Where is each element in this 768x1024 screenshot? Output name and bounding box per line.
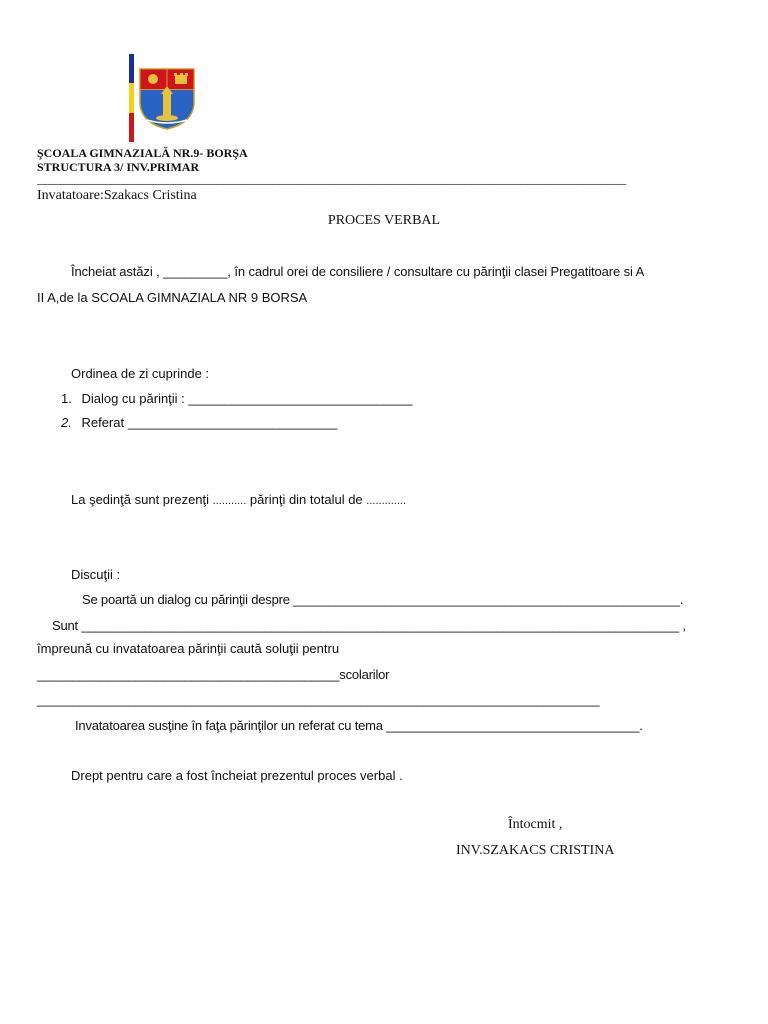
agenda-item-2 [61, 415, 337, 430]
agenda-item-1 [61, 391, 413, 406]
school-structure: STRUCTURA 3/ INV.PRIMAR [37, 160, 200, 174]
signature-name: INV.SZAKACS CRISTINA [456, 843, 615, 858]
tricolor-flag [129, 54, 134, 142]
discussion-line-4: ___________________________________________scolarilor [37, 667, 390, 682]
agenda-heading: Ordinea de zi cuprinde : [71, 366, 210, 381]
discussion-line-2: Sunt _____________________________________________________________________________________ , [52, 618, 686, 633]
intro-line-2: II A,de la SCOALA GIMNAZIALA NR 9 BORSA [37, 290, 308, 305]
header-rule: _______________________________________________________________________________________________ [37, 171, 627, 186]
coat-of-arms-icon [139, 68, 195, 130]
discussion-line-3: împreună cu invatatoarea părinţii caută soluţii pentru [37, 641, 340, 656]
signature-label: Întocmit , [508, 817, 563, 832]
school-name: ŞCOALA GIMNAZIALĂ NR.9- BORŞA [37, 146, 248, 160]
agenda-item-text: Referat _____________________________ [81, 415, 338, 430]
agenda-item-number: 2. [61, 415, 72, 430]
flag-red-stripe [129, 113, 134, 142]
agenda-item-number: 1. [61, 391, 72, 406]
flag-blue-stripe [129, 54, 134, 83]
crest-tower [163, 92, 171, 116]
intro-line-1: Încheiat astăzi , _________, în cadrul orei de consiliere / consultare cu părinţii clasei Pregatitoare si A [71, 264, 645, 279]
attendance-line [71, 492, 406, 507]
attendance-dots-present: ........... [212, 495, 247, 507]
discussion-heading: Discuţii : [71, 567, 121, 582]
attendance-dots-total: ............. [366, 495, 407, 507]
discussion-line-6: Invatatoarea susţine în faţa părinţilor un referat cu tema ____________________________________. [75, 718, 643, 733]
attendance-prefix: La şedinţă sunt prezenţi [71, 492, 210, 507]
flag-yellow-stripe [129, 83, 134, 112]
attendance-middle: părinţi din totalul de [249, 492, 363, 507]
discussion-line-5: ________________________________________________________________________________ [37, 692, 600, 707]
agenda-item-text: Dialog cu părinţii : _______________________________ [81, 391, 413, 406]
teacher-name: Invatatoare:Szakacs Cristina [37, 188, 197, 203]
page-title: PROCES VERBAL [327, 213, 441, 228]
discussion-line-1: Se poartă un dialog cu părinţii despre _______________________________________________________. [82, 592, 684, 607]
closing-statement: Drept pentru care a fost încheiat prezentul proces verbal . [71, 768, 403, 783]
